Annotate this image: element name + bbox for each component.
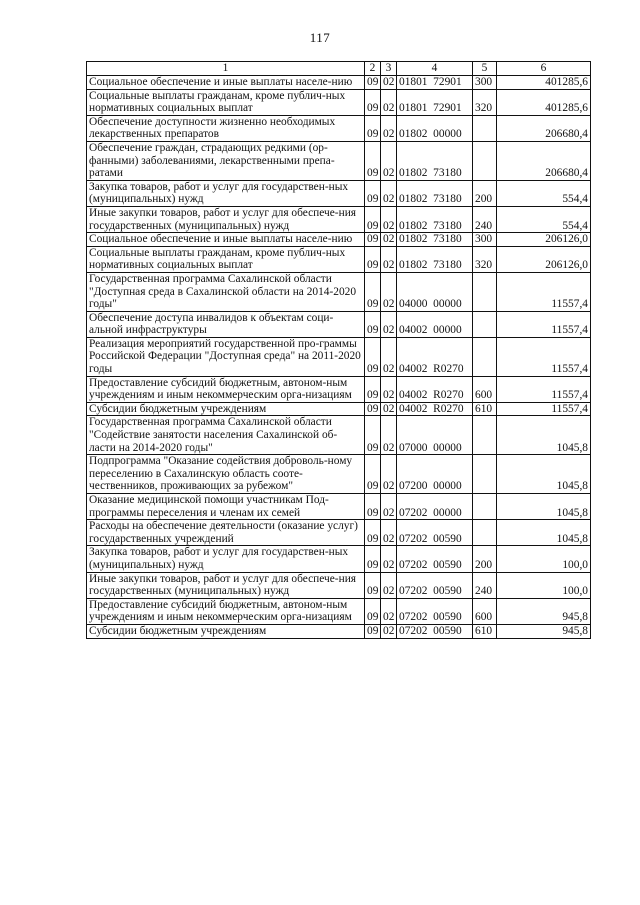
table-row xyxy=(87,76,591,90)
column-header: 5 xyxy=(473,62,497,76)
row-target-article-cell: 04000 00000 xyxy=(397,272,473,311)
row-name-cell: Обеспечение доступа инвалидов к объектам соци-альной инфраструктуры xyxy=(87,311,365,337)
row-subsection-cell: 02 xyxy=(381,311,397,337)
row-target-article-cell: 07202 00590 xyxy=(397,546,473,572)
row-section-cell: 09 xyxy=(365,246,381,272)
table-row xyxy=(87,311,591,337)
row-target-article-cell: 01801 72901 xyxy=(397,76,473,90)
row-subsection-cell: 02 xyxy=(381,115,397,141)
row-expense-type-cell xyxy=(473,337,497,376)
row-section-cell: 09 xyxy=(365,455,381,494)
row-expense-type-cell: 200 xyxy=(473,180,497,206)
table-row xyxy=(87,624,591,638)
row-target-article-cell: 01802 73180 xyxy=(397,246,473,272)
row-subsection-cell: 02 xyxy=(381,402,397,416)
row-amount-cell: 1045,8 xyxy=(497,455,591,494)
page-number: 117 xyxy=(309,30,331,45)
row-section-cell: 09 xyxy=(365,376,381,402)
table-row xyxy=(87,376,591,402)
table-row xyxy=(87,233,591,247)
row-target-article-cell: 04002 R0270 xyxy=(397,337,473,376)
table-row xyxy=(87,272,591,311)
row-target-article-cell: 07000 00000 xyxy=(397,416,473,455)
row-target-article-cell: 01802 73180 xyxy=(397,206,473,232)
row-amount-cell: 11557,4 xyxy=(497,272,591,311)
row-section-cell: 09 xyxy=(365,402,381,416)
row-section-cell: 09 xyxy=(365,520,381,546)
row-target-article-cell: 01802 73180 xyxy=(397,141,473,180)
row-section-cell: 09 xyxy=(365,311,381,337)
row-expense-type-cell: 600 xyxy=(473,376,497,402)
column-header: 2 xyxy=(365,62,381,76)
row-expense-type-cell: 610 xyxy=(473,402,497,416)
row-section-cell: 09 xyxy=(365,546,381,572)
row-section-cell: 09 xyxy=(365,115,381,141)
row-target-article-cell: 04002 R0270 xyxy=(397,402,473,416)
row-amount-cell: 100,0 xyxy=(497,546,591,572)
row-name-cell: Закупка товаров, работ и услуг для государствен-ных (муниципальных) нужд xyxy=(87,546,365,572)
table-row xyxy=(87,180,591,206)
row-expense-type-cell: 300 xyxy=(473,233,497,247)
row-name-cell: Расходы на обеспечение деятельности (оказание услуг) государственных учреждений xyxy=(87,520,365,546)
row-subsection-cell: 02 xyxy=(381,455,397,494)
row-expense-type-cell: 600 xyxy=(473,598,497,624)
row-name-cell: Субсидии бюджетным учреждениям xyxy=(87,624,365,638)
row-name-cell: Закупка товаров, работ и услуг для государствен-ных (муниципальных) нужд xyxy=(87,180,365,206)
row-subsection-cell: 02 xyxy=(381,89,397,115)
row-expense-type-cell: 300 xyxy=(473,76,497,90)
row-subsection-cell: 02 xyxy=(381,546,397,572)
row-name-cell: Обеспечение граждан, страдающих редкими (ор-фанными) заболеваниями, лекарственными препа-ратами xyxy=(87,141,365,180)
row-amount-cell: 1045,8 xyxy=(497,520,591,546)
row-amount-cell: 1045,8 xyxy=(497,416,591,455)
table-header-row xyxy=(87,62,591,76)
row-expense-type-cell xyxy=(473,311,497,337)
row-subsection-cell: 02 xyxy=(381,76,397,90)
row-section-cell: 09 xyxy=(365,494,381,520)
row-expense-type-cell xyxy=(473,455,497,494)
row-section-cell: 09 xyxy=(365,416,381,455)
row-target-article-cell: 01802 73180 xyxy=(397,180,473,206)
row-amount-cell: 11557,4 xyxy=(497,402,591,416)
row-name-cell: Подпрограмма "Оказание содействия доброволь-ному переселению в Сахалинскую область сооте-чественников, проживающих за рубежом" xyxy=(87,455,365,494)
row-name-cell: Социальное обеспечение и иные выплаты населе-нию xyxy=(87,76,365,90)
row-expense-type-cell: 320 xyxy=(473,246,497,272)
row-section-cell: 09 xyxy=(365,180,381,206)
table-row xyxy=(87,494,591,520)
column-header: 1 xyxy=(87,62,365,76)
row-target-article-cell: 07202 00590 xyxy=(397,520,473,546)
row-amount-cell: 206126,0 xyxy=(497,246,591,272)
table-row xyxy=(87,546,591,572)
row-section-cell: 09 xyxy=(365,233,381,247)
column-header: 4 xyxy=(397,62,473,76)
row-name-cell: Социальные выплаты гражданам, кроме публич-ных нормативных социальных выплат xyxy=(87,89,365,115)
table-row xyxy=(87,141,591,180)
row-name-cell: Субсидии бюджетным учреждениям xyxy=(87,402,365,416)
row-name-cell: Предоставление субсидий бюджетным, автоном-ным учреждениям и иным некоммерческим орга-низациям xyxy=(87,598,365,624)
row-expense-type-cell xyxy=(473,141,497,180)
table-row xyxy=(87,416,591,455)
row-subsection-cell: 02 xyxy=(381,141,397,180)
row-expense-type-cell: 610 xyxy=(473,624,497,638)
row-target-article-cell: 01802 00000 xyxy=(397,115,473,141)
row-amount-cell: 401285,6 xyxy=(497,89,591,115)
row-subsection-cell: 02 xyxy=(381,246,397,272)
row-subsection-cell: 02 xyxy=(381,520,397,546)
row-target-article-cell: 04002 00000 xyxy=(397,311,473,337)
row-target-article-cell: 07202 00000 xyxy=(397,494,473,520)
row-name-cell: Предоставление субсидий бюджетным, автоном-ным учреждениям и иным некоммерческим орга-низациям xyxy=(87,376,365,402)
row-name-cell: Государственная программа Сахалинской области "Содействие занятости населения Сахалинской об-ласти на 2014-2020 годы" xyxy=(87,416,365,455)
row-expense-type-cell: 200 xyxy=(473,546,497,572)
row-name-cell: Реализация мероприятий государственной про-граммы Российской Федерации "Доступная среда" на 2011-2020 годы xyxy=(87,337,365,376)
row-subsection-cell: 02 xyxy=(381,624,397,638)
row-subsection-cell: 02 xyxy=(381,598,397,624)
row-subsection-cell: 02 xyxy=(381,272,397,311)
row-expense-type-cell: 240 xyxy=(473,572,497,598)
row-amount-cell: 206680,4 xyxy=(497,141,591,180)
budget-table xyxy=(86,61,591,639)
row-amount-cell: 554,4 xyxy=(497,206,591,232)
row-subsection-cell: 02 xyxy=(381,206,397,232)
row-amount-cell: 100,0 xyxy=(497,572,591,598)
row-name-cell: Социальные выплаты гражданам, кроме публич-ных нормативных социальных выплат xyxy=(87,246,365,272)
table-row xyxy=(87,455,591,494)
row-amount-cell: 206680,4 xyxy=(497,115,591,141)
row-expense-type-cell: 240 xyxy=(473,206,497,232)
row-name-cell: Социальное обеспечение и иные выплаты населе-нию xyxy=(87,233,365,247)
row-expense-type-cell xyxy=(473,115,497,141)
table-row xyxy=(87,115,591,141)
row-amount-cell: 11557,4 xyxy=(497,311,591,337)
row-subsection-cell: 02 xyxy=(381,494,397,520)
column-header: 3 xyxy=(381,62,397,76)
row-target-article-cell: 01802 73180 xyxy=(397,233,473,247)
row-section-cell: 09 xyxy=(365,76,381,90)
row-target-article-cell: 07200 00000 xyxy=(397,455,473,494)
row-amount-cell: 401285,6 xyxy=(497,76,591,90)
row-section-cell: 09 xyxy=(365,141,381,180)
row-section-cell: 09 xyxy=(365,598,381,624)
row-amount-cell: 11557,4 xyxy=(497,337,591,376)
row-subsection-cell: 02 xyxy=(381,233,397,247)
row-target-article-cell: 04002 R0270 xyxy=(397,376,473,402)
table-row xyxy=(87,89,591,115)
row-name-cell: Обеспечение доступности жизненно необходимых лекарственных препаратов xyxy=(87,115,365,141)
table-row xyxy=(87,402,591,416)
row-section-cell: 09 xyxy=(365,272,381,311)
row-amount-cell: 206126,0 xyxy=(497,233,591,247)
table-body xyxy=(87,76,591,639)
row-section-cell: 09 xyxy=(365,337,381,376)
table-row xyxy=(87,572,591,598)
row-expense-type-cell: 320 xyxy=(473,89,497,115)
row-amount-cell: 554,4 xyxy=(497,180,591,206)
row-target-article-cell: 01801 72901 xyxy=(397,89,473,115)
table-row xyxy=(87,246,591,272)
column-header: 6 xyxy=(497,62,591,76)
table-row xyxy=(87,598,591,624)
table-row xyxy=(87,520,591,546)
row-subsection-cell: 02 xyxy=(381,337,397,376)
table-row xyxy=(87,337,591,376)
row-amount-cell: 945,8 xyxy=(497,624,591,638)
row-name-cell: Государственная программа Сахалинской области "Доступная среда в Сахалинской области на 2014-2020 годы" xyxy=(87,272,365,311)
row-subsection-cell: 02 xyxy=(381,180,397,206)
row-target-article-cell: 07202 00590 xyxy=(397,572,473,598)
row-expense-type-cell xyxy=(473,416,497,455)
row-amount-cell: 945,8 xyxy=(497,598,591,624)
row-name-cell: Оказание медицинской помощи участникам Под-программы переселения и членам их семей xyxy=(87,494,365,520)
row-name-cell: Иные закупки товаров, работ и услуг для обеспече-ния государственных (муниципальных) нужд xyxy=(87,206,365,232)
row-expense-type-cell xyxy=(473,272,497,311)
row-expense-type-cell xyxy=(473,494,497,520)
row-amount-cell: 1045,8 xyxy=(497,494,591,520)
row-expense-type-cell xyxy=(473,520,497,546)
row-subsection-cell: 02 xyxy=(381,376,397,402)
row-section-cell: 09 xyxy=(365,572,381,598)
row-subsection-cell: 02 xyxy=(381,416,397,455)
table-row xyxy=(87,206,591,232)
row-amount-cell: 11557,4 xyxy=(497,376,591,402)
row-subsection-cell: 02 xyxy=(381,572,397,598)
row-name-cell: Иные закупки товаров, работ и услуг для обеспече-ния государственных (муниципальных) нужд xyxy=(87,572,365,598)
row-section-cell: 09 xyxy=(365,89,381,115)
row-section-cell: 09 xyxy=(365,624,381,638)
row-target-article-cell: 07202 00590 xyxy=(397,598,473,624)
row-target-article-cell: 07202 00590 xyxy=(397,624,473,638)
row-section-cell: 09 xyxy=(365,206,381,232)
